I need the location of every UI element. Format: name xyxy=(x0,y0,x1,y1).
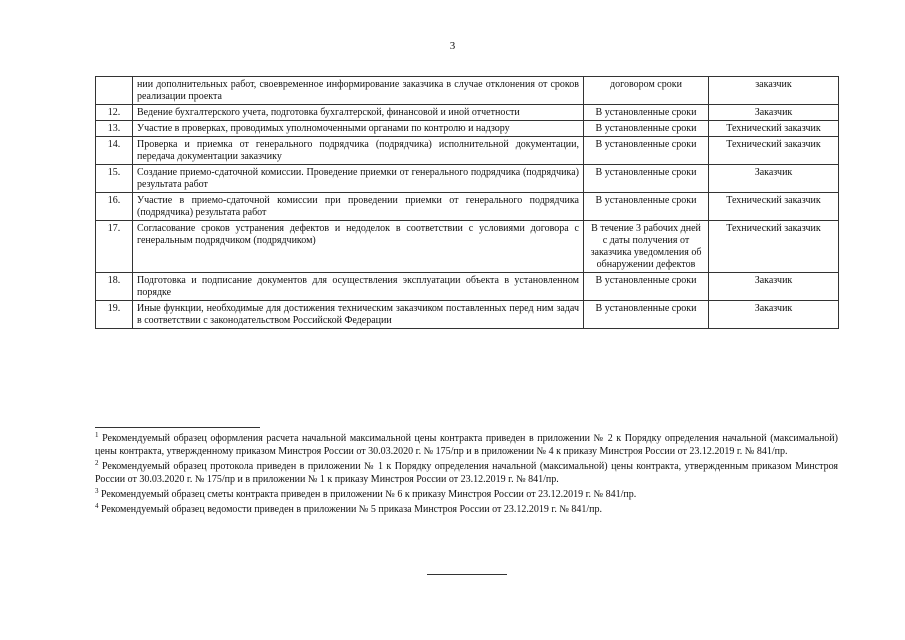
footnotes xyxy=(95,432,838,518)
row-responsible: Технический заказчик xyxy=(709,221,839,273)
row-number xyxy=(96,77,133,105)
footnote-text: Рекомендуемый образец сметы контракта приведен в приложении № 6 к приказу Минстроя России от 23.12.2019 г. № 841/пр. xyxy=(101,489,637,500)
row-responsible: Заказчик xyxy=(709,301,839,329)
table-row xyxy=(96,165,839,193)
table-row xyxy=(96,77,839,105)
row-term: В установленные сроки xyxy=(584,121,709,137)
end-of-document-line xyxy=(427,574,507,575)
row-number: 15. xyxy=(96,165,133,193)
functions-table xyxy=(95,76,839,329)
row-responsible: Технический заказчик xyxy=(709,121,839,137)
row-responsible: Заказчик xyxy=(709,273,839,301)
footnote xyxy=(95,488,838,501)
footnote-separator xyxy=(95,427,260,428)
row-number: 18. xyxy=(96,273,133,301)
row-number: 14. xyxy=(96,137,133,165)
row-term: В течение 3 рабочих дней с даты получения от заказчика уведомления об обнаружении дефектов xyxy=(584,221,709,273)
footnote xyxy=(95,460,838,486)
row-description: Согласование сроков устранения дефектов и недоделок в соответствии с условиями договора с генеральным подрядчиком (подрядчиком) xyxy=(133,221,584,273)
row-description: Иные функции, необходимые для достижения техническим заказчиком поставленных перед ним задач в соответствии с законодательством Российской Федерации xyxy=(133,301,584,329)
footnote xyxy=(95,503,838,516)
row-description: Подготовка и подписание документов для осуществления эксплуатации объекта в установленном порядке xyxy=(133,273,584,301)
row-number: 12. xyxy=(96,105,133,121)
row-description: Проверка и приемка от генерального подрядчика (подрядчика) исполнительной документации, передача документации заказчику xyxy=(133,137,584,165)
row-description: Ведение бухгалтерского учета, подготовка бухгалтерской, финансовой и иной отчетности xyxy=(133,105,584,121)
row-term: В установленные сроки xyxy=(584,193,709,221)
table-row xyxy=(96,193,839,221)
table-row xyxy=(96,137,839,165)
row-responsible: Заказчик xyxy=(709,105,839,121)
footnote-mark: 4 xyxy=(95,502,99,510)
row-description: Участие в приемо-сдаточной комиссии при проведении приемки от генерального подрядчика (подрядчика) результата работ xyxy=(133,193,584,221)
row-term: В установленные сроки xyxy=(584,301,709,329)
footnote-text: Рекомендуемый образец протокола приведен в приложении № 1 к Порядку определения начальной (максимальной) цены контракта, утвержденным приказом Минстроя России от 30.03.2020 г. № 175/пр и в приложении № 1 к приказу Минстроя России от 23.12.2019 г. № 841/пр. xyxy=(95,461,839,485)
footnote-mark: 3 xyxy=(95,487,99,495)
footnote-mark: 2 xyxy=(95,459,99,467)
row-number: 16. xyxy=(96,193,133,221)
row-responsible: Заказчик xyxy=(709,165,839,193)
table-row xyxy=(96,221,839,273)
row-term: В установленные сроки xyxy=(584,105,709,121)
row-term: договором сроки xyxy=(584,77,709,105)
footnote xyxy=(95,432,838,458)
row-term: В установленные сроки xyxy=(584,165,709,193)
row-description: нии дополнительных работ, своевременное информирование заказчика в случае отклонения от сроков реализации проекта xyxy=(133,77,584,105)
table-row xyxy=(96,301,839,329)
row-responsible: Технический заказчик xyxy=(709,137,839,165)
footnote-text: Рекомендуемый образец ведомости приведен в приложении № 5 приказа Минстроя России от 23.12.2019 г. № 841/пр. xyxy=(101,504,603,515)
row-term: В установленные сроки xyxy=(584,273,709,301)
row-number: 17. xyxy=(96,221,133,273)
row-number: 13. xyxy=(96,121,133,137)
row-description: Участие в проверках, проводимых уполномоченными органами по контролю и надзору xyxy=(133,121,584,137)
row-responsible: Технический заказчик xyxy=(709,193,839,221)
row-responsible: заказчик xyxy=(709,77,839,105)
footnote-text: Рекомендуемый образец оформления расчета начальной максимальной цены контракта приведен в приложении № 2 к Порядку определения начальной (максимальной) цены контракта, утвержденному приказом Минстроя России от 30.03.2020 г. № 175/пр и в приложении № 4 к приказу Минстроя России от 23.12.2019 г. № 841/пр. xyxy=(95,433,838,457)
table-row xyxy=(96,273,839,301)
page-number: 3 xyxy=(449,40,456,52)
table-row xyxy=(96,121,839,137)
row-number: 19. xyxy=(96,301,133,329)
row-description: Создание приемо-сдаточной комиссии. Проведение приемки от генерального подрядчика (подрядчика) результата работ xyxy=(133,165,584,193)
row-term: В установленные сроки xyxy=(584,137,709,165)
footnote-mark: 1 xyxy=(95,431,99,439)
table-row xyxy=(96,105,839,121)
